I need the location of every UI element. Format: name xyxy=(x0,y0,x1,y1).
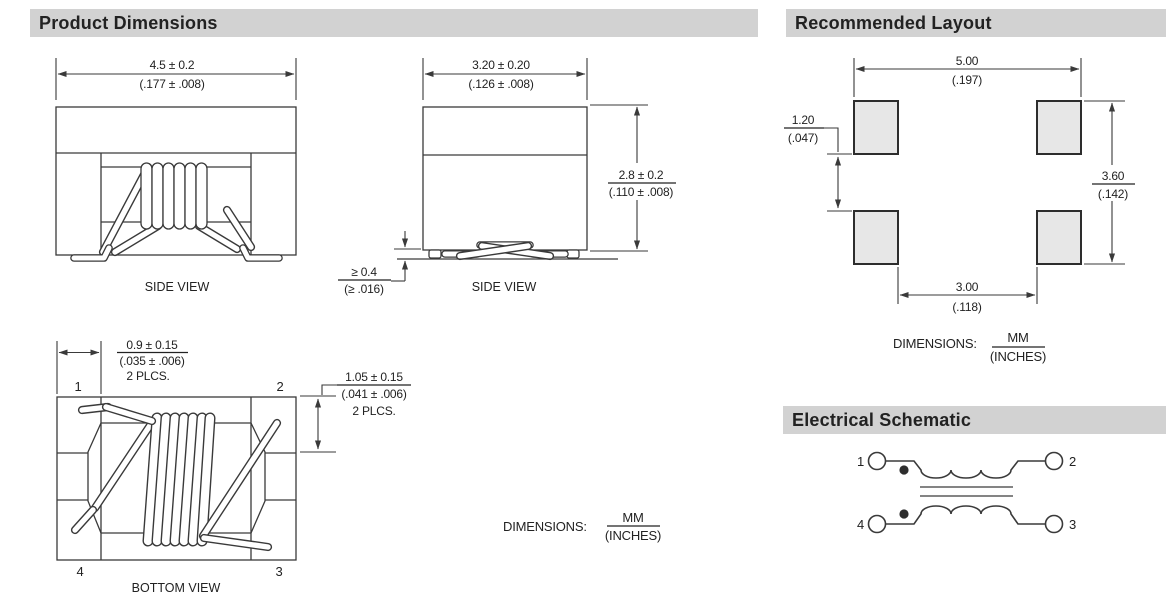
pin-label-2: 2 xyxy=(276,379,284,394)
gap-x-dimension xyxy=(898,267,1037,314)
pin-label-4: 4 xyxy=(76,564,84,579)
standoff-dimension xyxy=(338,231,421,296)
terminal-4 xyxy=(869,516,886,533)
pad-bottom-right xyxy=(1037,211,1081,264)
secondary-winding xyxy=(886,506,1046,524)
units-note-right xyxy=(893,330,1046,364)
coil-turn xyxy=(141,163,152,229)
bottom-view xyxy=(57,338,411,595)
section-title: Recommended Layout xyxy=(795,12,992,33)
dim-mm: ≥ 0.4 xyxy=(351,265,377,279)
section-title: Product Dimensions xyxy=(39,12,218,33)
dim-mm: 3.20 ± 0.20 xyxy=(472,58,530,72)
dim-inches: (.126 ± .008) xyxy=(468,77,534,91)
component-body xyxy=(423,107,587,250)
coil-turn xyxy=(185,163,196,229)
pin-label-3: 3 xyxy=(275,564,283,579)
units-mm: MM xyxy=(1007,330,1029,345)
terminal-length-dimension xyxy=(300,370,411,452)
dim-inches: (.047) xyxy=(787,131,819,145)
units-mm: MM xyxy=(622,510,644,525)
front-width-dimension xyxy=(56,58,296,100)
dim-inches: (.197) xyxy=(951,73,983,87)
coil-winding xyxy=(141,163,207,229)
dim-mm: 5.00 xyxy=(955,54,979,68)
primary-winding xyxy=(886,461,1046,478)
units-inches: (INCHES) xyxy=(604,528,662,543)
terminal-3 xyxy=(1046,516,1063,533)
units-note-left xyxy=(503,510,661,543)
dim-places: 2 PLCS. xyxy=(352,404,396,418)
pad-gap-y-dimension xyxy=(784,113,852,211)
pin-label-1: 1 xyxy=(856,454,864,469)
view-caption: BOTTOM VIEW xyxy=(131,581,221,595)
pad-top-left xyxy=(854,101,898,154)
coil-turn xyxy=(152,163,163,229)
pin-label-4: 4 xyxy=(856,517,864,532)
coil-winding xyxy=(148,418,210,541)
dim-mm: 1.20 xyxy=(791,113,815,127)
pitch-x-dimension xyxy=(854,54,1081,97)
dim-mm: 3.60 xyxy=(1101,169,1125,183)
dim-inches: (≥ .016) xyxy=(344,282,384,296)
electrical-schematic xyxy=(857,453,1076,533)
dim-inches: (.177 ± .008) xyxy=(139,77,205,91)
dim-places: 2 PLCS. xyxy=(126,369,170,383)
view-caption: SIDE VIEW xyxy=(144,280,210,294)
section-title: Electrical Schematic xyxy=(792,409,972,430)
dim-inches: (.118) xyxy=(952,300,982,314)
pin-label-1: 1 xyxy=(74,379,82,394)
recommended-layout xyxy=(784,54,1135,364)
pin-label-2: 2 xyxy=(1069,454,1077,469)
dim-mm: 1.05 ± 0.15 xyxy=(345,370,403,384)
profile-side-view xyxy=(338,58,676,296)
view-caption: SIDE VIEW xyxy=(471,280,537,294)
coil-turn xyxy=(174,163,185,229)
dim-inches: (.142) xyxy=(1097,187,1129,201)
coil-turn xyxy=(196,163,207,229)
terminal-1 xyxy=(869,453,886,470)
units-label: DIMENSIONS: xyxy=(893,336,977,351)
dim-mm: 2.8 ± 0.2 xyxy=(618,168,664,182)
dim-mm: 0.9 ± 0.15 xyxy=(126,338,178,352)
front-side-view xyxy=(56,58,296,294)
pad-bottom-left xyxy=(854,211,898,264)
terminal-2 xyxy=(1046,453,1063,470)
polarity-dot-secondary xyxy=(899,509,908,518)
profile-height-dimension xyxy=(590,105,676,251)
units-label: DIMENSIONS: xyxy=(503,519,587,534)
profile-width-dimension xyxy=(423,58,587,100)
pad-top-right xyxy=(1037,101,1081,154)
dim-inches: (.041 ± .006) xyxy=(341,387,407,401)
coil-turn xyxy=(163,163,174,229)
dim-mm: 4.5 ± 0.2 xyxy=(149,58,195,72)
extent-y-dimension xyxy=(1084,101,1135,264)
dim-mm: 3.00 xyxy=(955,280,979,294)
dim-inches: (.110 ± .008) xyxy=(608,185,674,199)
units-inches: (INCHES) xyxy=(989,349,1047,364)
pin-label-3: 3 xyxy=(1069,517,1077,532)
dim-inches: (.035 ± .006) xyxy=(119,354,185,368)
polarity-dot-primary xyxy=(899,465,908,474)
